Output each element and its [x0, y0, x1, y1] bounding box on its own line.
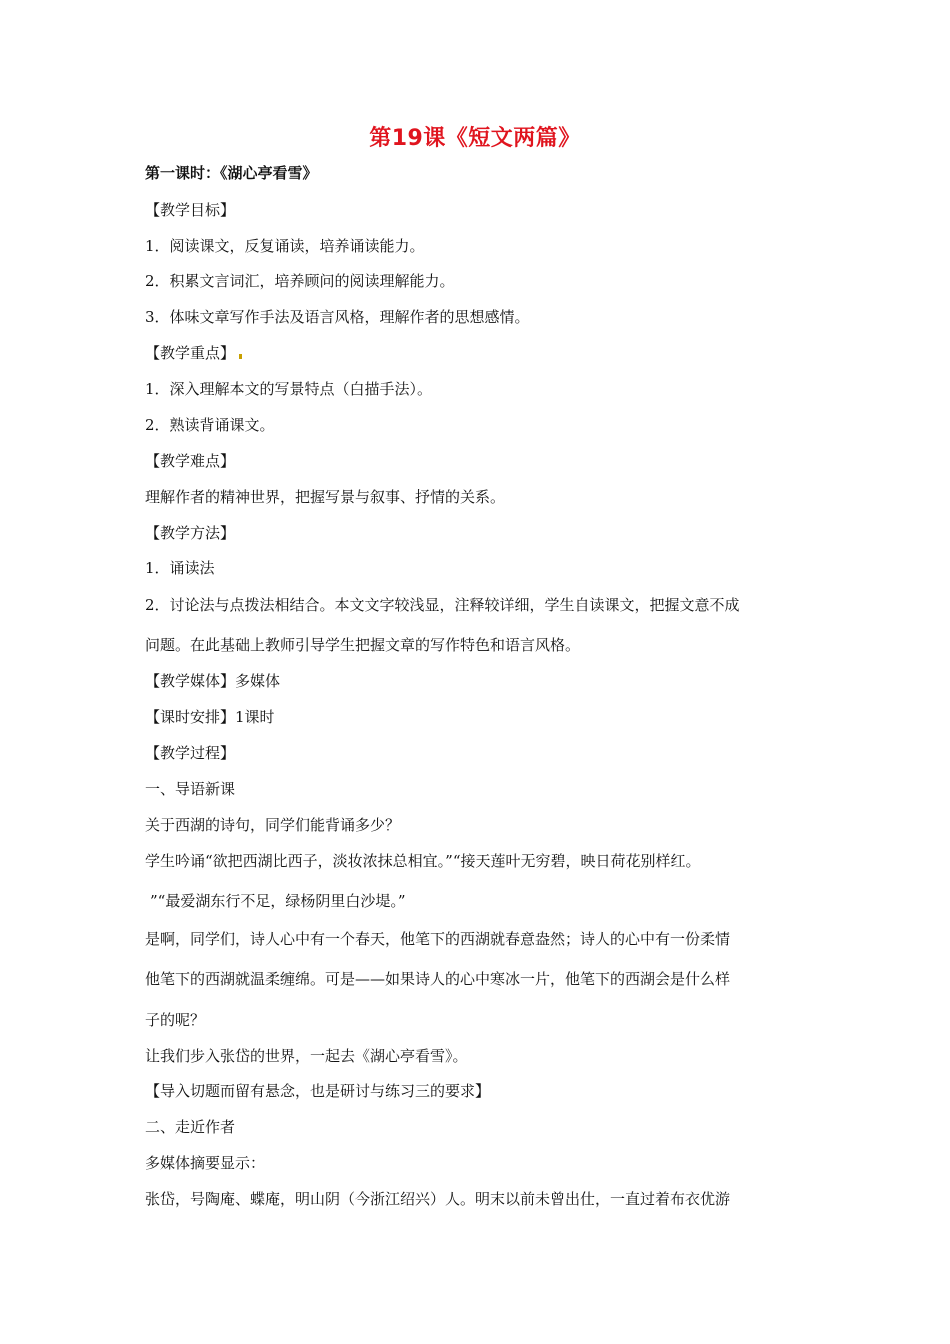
text-line: 理解作者的精神世界，把握写景与叙事、抒情的关系。 [145, 488, 506, 506]
text-line: 【导入切题而留有悬念，也是研讨与练习三的要求】 [145, 1082, 491, 1100]
text-line: 问题。在此基础上教师引导学生把握文章的写作特色和语言风格。 [145, 636, 581, 654]
mark-dot [239, 354, 242, 359]
section-heading: 【教学过程】 [145, 744, 236, 762]
section-heading: 【教学媒体】多媒体 [145, 672, 281, 690]
text-line: 二、走近作者 [145, 1118, 236, 1136]
text-line: 让我们步入张岱的世界，一起去《湖心亭看雪》。 [145, 1047, 468, 1065]
text-line: 是啊，同学们，诗人心中有一个春天，他笔下的西湖就春意盎然；诗人的心中有一份柔情 [145, 930, 731, 948]
text-line: 1．诵读法 [145, 559, 215, 577]
text-line: 一、导语新课 [145, 780, 236, 798]
section-heading: 【教学目标】 [145, 201, 236, 219]
section-heading-text: 【教学重点】 [145, 344, 236, 362]
text-line: 关于西湖的诗句，同学们能背诵多少？ [145, 816, 401, 834]
lesson-subtitle: 第一课时：《湖心亭看雪》 [145, 164, 318, 182]
text-line: 多媒体摘要显示： [145, 1154, 266, 1172]
section-heading: 【课时安排】1课时 [145, 708, 275, 726]
section-heading: 【教学难点】 [145, 452, 236, 470]
text-line: ”“最爱湖东行不足，绿杨阴里白沙堤。” [150, 892, 406, 910]
text-line: 2．积累文言词汇，培养顾问的阅读理解能力。 [145, 272, 455, 290]
text-line: 子的呢？ [145, 1011, 206, 1029]
text-line: 1．深入理解本文的写景特点（白描手法）。 [145, 380, 433, 398]
section-heading: 【教学方法】 [145, 524, 236, 542]
text-line: 2．熟读背诵课文。 [145, 416, 275, 434]
text-line: 张岱，号陶庵、蝶庵，明山阴（今浙江绍兴）人。明末以前未曾出仕，一直过着布衣优游 [145, 1190, 731, 1208]
text-line: 3．体味文章写作手法及语言风格，理解作者的思想感情。 [145, 308, 530, 326]
text-line: 学生吟诵“欲把西湖比西子，淡妆浓抹总相宜。”“接天莲叶无穷碧，映日荷花别样红。 [145, 852, 701, 870]
document-title: 第19课《短文两篇》 [369, 126, 581, 151]
text-line: 他笔下的西湖就温柔缠绵。可是——如果诗人的心中寒冰一片，他笔下的西湖会是什么样 [145, 970, 731, 988]
section-heading [145, 343, 810, 363]
text-line: 2．讨论法与点拨法相结合。本文文字较浅显，注释较详细，学生自读课文，把握文意不成 [145, 596, 740, 614]
text-line: 1．阅读课文，反复诵读，培养诵读能力。 [145, 237, 425, 255]
